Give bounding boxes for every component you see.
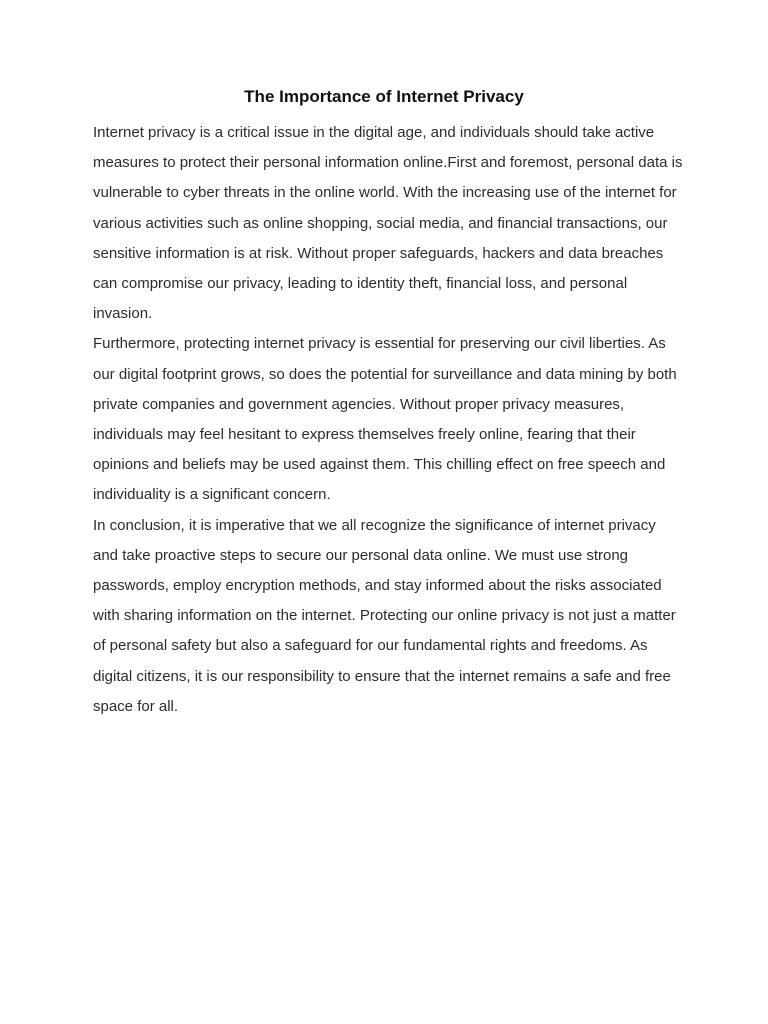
document-title: The Importance of Internet Privacy	[244, 87, 524, 106]
paragraph-intro: Internet privacy is a critical issue in the digital age, and individuals should take active measures to protect their personal information online.First and foremost, personal data is vulnerable to cyber threats in the online world. With the increasing use of the internet for various activities such as online shopping, social media, and financial transactions, our sensitive information is at risk. Without proper safeguards, hackers and data breaches can compromise our privacy, leading to identity theft, financial loss, and personal invasion.	[93, 124, 683, 323]
paragraph-civil-liberties: Furthermore, protecting internet privacy is essential for preserving our civil liberties. As our digital footprint grows, so does the potential for surveillance and data mining by both private companies and government agencies. Without proper privacy measures, individuals may feel hesitant to express themselves freely online, fearing that their opinions and beliefs may be used against them. This chilling effect on free speech and individuality is a significant concern.	[93, 335, 677, 504]
paragraph-conclusion: In conclusion, it is imperative that we all recognize the significance of internet privacy and take proactive steps to secure our personal data online. We must use strong passwords, employ encryption methods, and stay informed about the risks associated with sharing information on the internet. Protecting our online privacy is not just a matter of personal safety but also a safeguard for our fundamental rights and freedoms. As digital citizens, it is our responsibility to ensure that the internet remains a safe and free space for all.	[93, 516, 676, 715]
document-body	[93, 118, 683, 722]
